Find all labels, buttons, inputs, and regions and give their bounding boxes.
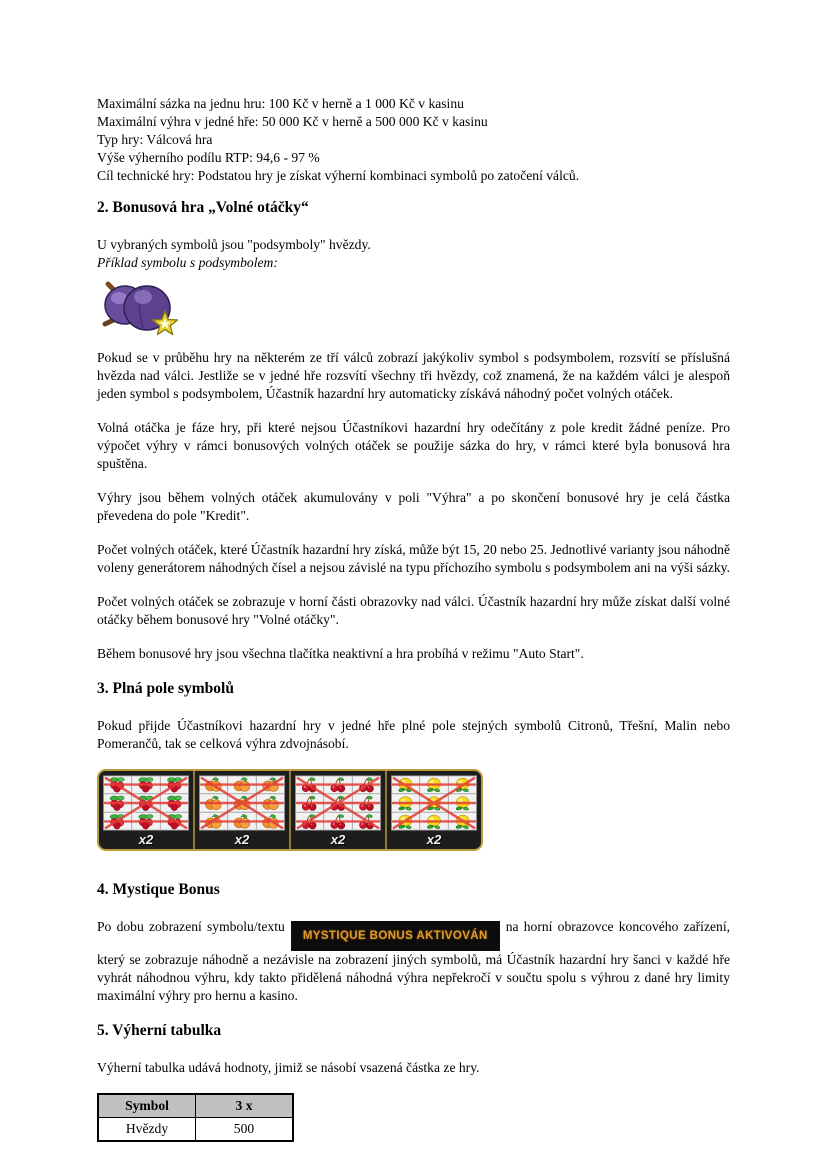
plum-with-star-image xyxy=(97,274,730,343)
bonus-paragraph-2: Volná otáčka je fáze hry, při které nejsou Účastníkovi hazardní hry odečítány z pole kredit žádné peníze. Pro výpočet výhry v rámci bonusových volných otáček se použije sázka do hry, v rámci které byla bonusová hra spuštěna. xyxy=(97,420,730,471)
raspberry-grid-icon xyxy=(103,775,189,831)
document-content xyxy=(97,95,730,1142)
paytable-header-symbol: Symbol xyxy=(98,1094,196,1118)
panel-multiplier: x2 xyxy=(234,832,250,847)
mystique-paragraph xyxy=(97,918,730,1005)
info-line-goal: Cíl technické hry: Podstatou hry je získat výherní kombinaci symbolů po zatočení válců. xyxy=(97,168,580,183)
bonus-paragraph-3: Výhry jsou během volných otáček akumulovány v poli "Výhra" a po skončení bonusové hry je celá částka převedena do pole "Kredit". xyxy=(97,490,730,523)
info-line-max-win: Maximální výhra v jedné hře: 50 000 Kč v herně a 500 000 Kč v kasinu xyxy=(97,114,488,129)
mystique-text-after: na horní obrazovce koncového zařízení, který se zobrazuje náhodně a nezávisle na zobrazení jiných symbolů, má Účastník hazardní hry šanci v každé hře vyhrát náhodnou výhru, kdy takto přidělená náhodná výhra nepřekročí v součtu spolu s výhrou z dané hry limity maximální výhry pro hernu a kasino. xyxy=(97,919,730,1003)
orange-grid-icon xyxy=(199,775,285,831)
panel-multiplier: x2 xyxy=(330,832,346,847)
paytable-header-row xyxy=(98,1094,293,1118)
mystique-text-before: Po dobu zobrazení symbolu/textu xyxy=(97,919,285,934)
heading-full-field: 3. Plná pole symbolů xyxy=(97,680,234,697)
panel-raspberries xyxy=(99,771,195,849)
bonus-paragraph-5: Počet volných otáček se zobrazuje v horní části obrazovky nad válci. Účastník hazardní hry může získat další volné otáčky během bonusové hry "Volné otáčky". xyxy=(97,594,730,627)
panel-cherries xyxy=(291,771,387,849)
panel-multiplier: x2 xyxy=(138,832,154,847)
paytable-header-3x: 3 x xyxy=(196,1094,294,1118)
paytable xyxy=(97,1093,294,1142)
lemon-grid-icon xyxy=(391,775,477,831)
plum-symbol-icon xyxy=(97,274,183,338)
info-line-max-bet: Maximální sázka na jednu hru: 100 Kč v herně a 1 000 Kč v kasinu xyxy=(97,96,464,111)
bonus-intro-line: U vybraných symbolů jsou "podsymboly" hvězdy. xyxy=(97,237,371,252)
heading-paytable: 5. Výherní tabulka xyxy=(97,1022,222,1039)
bonus-paragraph-1: Pokud se v průběhu hry na některém ze tří válců zobrazí jakýkoliv symbol s podsymbolem, rozsvítí se příslušná hvězda nad válci. Jestliže se v jedné hře rozsvítí všechny tři hvězdy, což znamená, že na každém válci je alespoň jeden symbol s podsymbolem, Účastník hazardní hry automaticky získává náhodný počet volných otáček. xyxy=(97,350,730,401)
cherry-grid-icon xyxy=(295,775,381,831)
panel-multiplier: x2 xyxy=(426,832,442,847)
full-field-bonus-image xyxy=(97,769,483,851)
full-field-paragraph: Pokud přijde Účastníkovi hazardní hry v jedné hře plné pole stejných symbolů Citronů, Třešní, Malin nebo Pomerančů, tak se celková výhra zdvojnásobí. xyxy=(97,718,730,751)
paytable-paragraph: Výherní tabulka udává hodnoty, jimiž se násobí vsazená částka ze hry. xyxy=(97,1060,480,1075)
heading-mystique-bonus: 4. Mystique Bonus xyxy=(97,881,220,898)
game-info-block xyxy=(97,95,730,185)
bonus-paragraph-4: Počet volných otáček, které Účastník hazardní hry získá, může být 15, 20 nebo 25. Jednotlivé varianty jsou náhodně voleny generátorem náhodných čísel a nejsou závislé na typu příchozího symbolu s podsymbolem ani na výši sázky. xyxy=(97,542,730,575)
info-line-rtp: Výše výherního podílu RTP: 94,6 - 97 % xyxy=(97,150,320,165)
paytable-row-stars xyxy=(98,1118,293,1142)
bonus-paragraph-6: Během bonusové hry jsou všechna tlačítka neaktivní a hra probíhá v režimu "Auto Start". xyxy=(97,646,584,661)
heading-bonus-game: 2. Bonusová hra „Volné otáčky“ xyxy=(97,199,309,216)
mystique-badge-text: MYSTIQUE BONUS AKTIVOVÁN xyxy=(302,930,488,942)
paytable-cell-value: 500 xyxy=(196,1118,294,1142)
info-line-game-type: Typ hry: Válcová hra xyxy=(97,132,213,147)
mystique-bonus-badge xyxy=(291,921,500,951)
bonus-example-caption: Příklad symbolu s podsymbolem: xyxy=(97,255,278,270)
panel-oranges xyxy=(195,771,291,849)
paytable-cell-symbol: Hvězdy xyxy=(98,1118,196,1142)
panel-lemons xyxy=(387,771,481,849)
